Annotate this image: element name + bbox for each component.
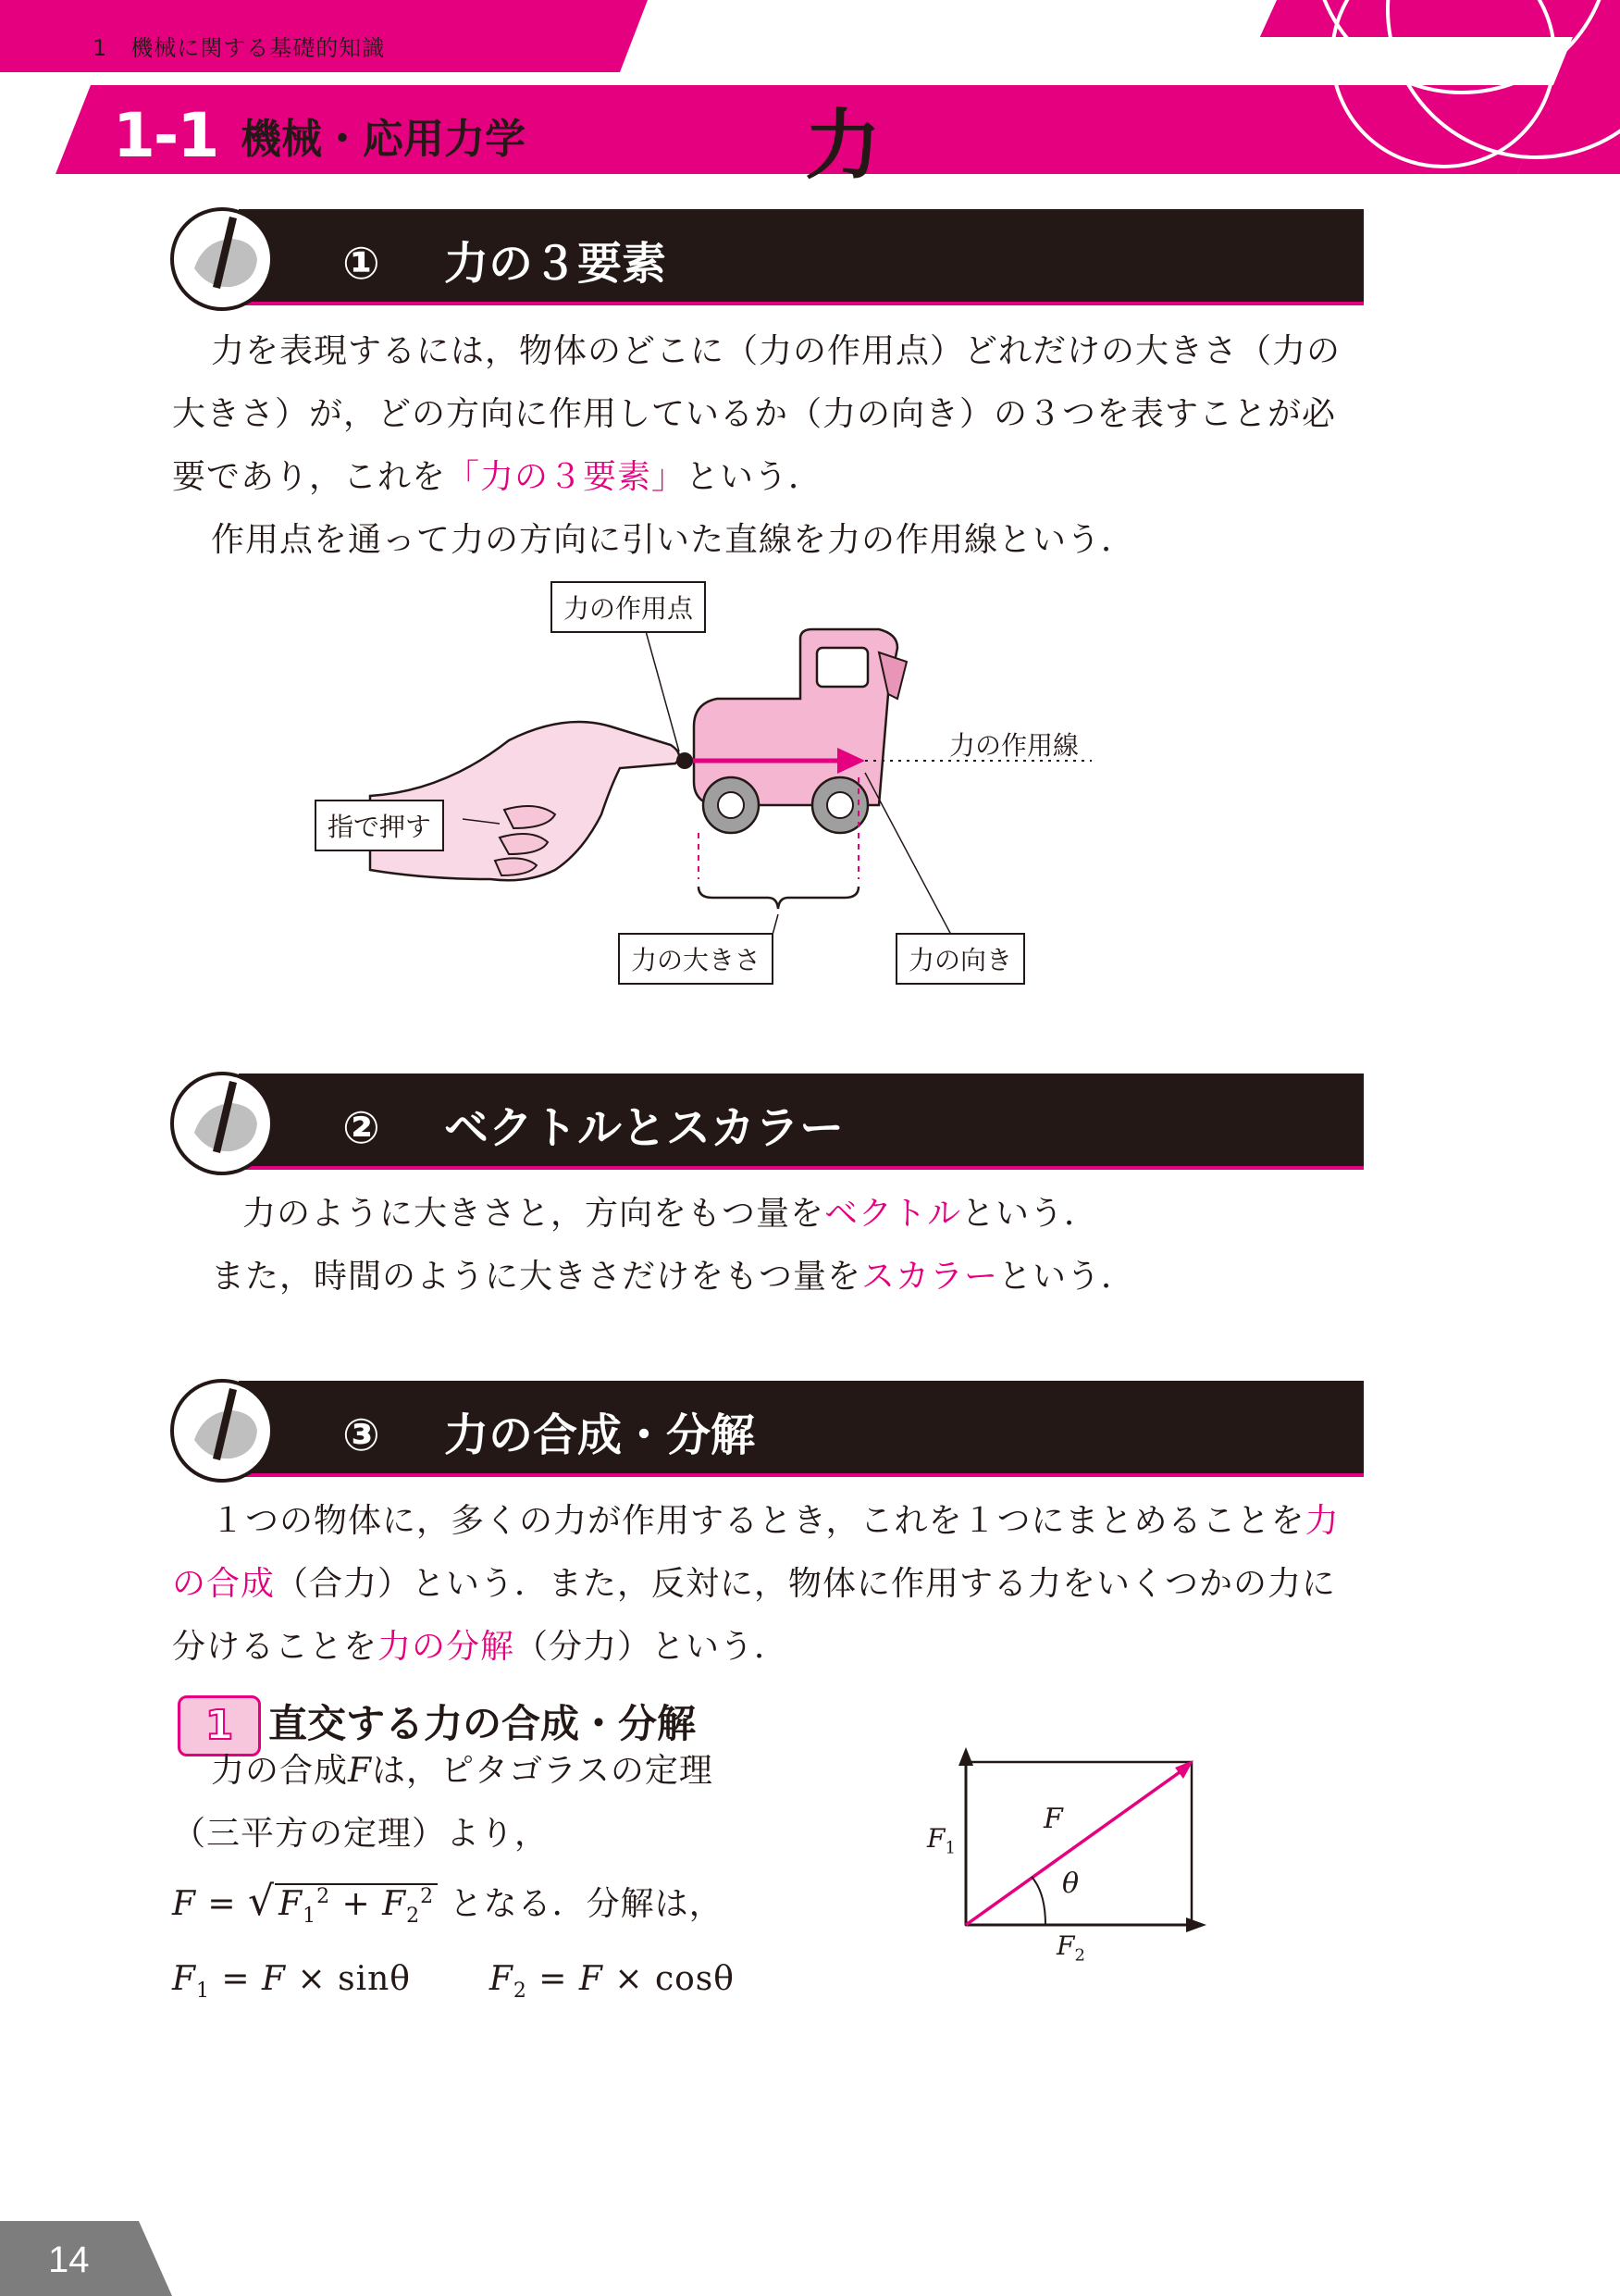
section-num-2: ②	[342, 1102, 380, 1154]
math-times-b: ×	[286, 1960, 339, 1999]
section-underline-3	[209, 1473, 1364, 1477]
s1-line-3-pre: 要であり，これを	[172, 458, 447, 496]
math-F-lhs: F	[172, 1885, 196, 1923]
sub-text-3: （三平方の定理）より，	[172, 1815, 550, 1853]
s1-line-1: 力を表現するには，物体のどこに（力の作用点）どれだけの大きさ（力の	[211, 332, 1342, 370]
section-title-text-1: 力の３要素	[444, 238, 667, 290]
math-F1-term: F	[278, 1885, 303, 1923]
label-F1-letter: F	[927, 1823, 946, 1854]
label-line-of-action: 力の作用線	[949, 730, 1080, 761]
math-eq-b: =	[209, 1960, 263, 1999]
math-sub-1: 1	[303, 1905, 317, 1929]
label-theta: θ	[1062, 1868, 1080, 1900]
math-sub-2: 2	[406, 1905, 421, 1929]
s2-line-2-pre: また，時間のように大きさだけをもつ量を	[211, 1258, 862, 1296]
force-elements-figure	[305, 574, 1138, 990]
math-times-c: ×	[602, 1960, 655, 1999]
math-F-b: F	[262, 1960, 287, 1999]
label-F2-letter: F	[1057, 1930, 1075, 1961]
math-eq-c: =	[526, 1960, 579, 1999]
label-F1-sub: 1	[945, 1838, 956, 1858]
section-num-1: ①	[342, 238, 380, 290]
s1-line-3-post: という．	[686, 458, 823, 496]
label-F: F	[1044, 1803, 1063, 1835]
label-point-of-action: 力の作用点	[550, 581, 706, 633]
math-sub-1b: 1	[195, 1980, 210, 2004]
section-number: 1-1	[113, 100, 218, 171]
s3-line-3-post: （分力）という．	[514, 1628, 789, 1666]
math-sq-2: 2	[420, 1885, 435, 1908]
s3-line-3-pre: 分けることを	[172, 1628, 378, 1666]
subsection-text	[172, 1740, 820, 2023]
section-underline-2	[209, 1166, 1364, 1170]
pen-icon	[167, 1375, 278, 1486]
section-title-3	[342, 1399, 755, 1463]
s3-highlight-composition-a: 力	[1305, 1502, 1340, 1540]
subsection-title: 直交する力の合成・分解	[268, 1701, 697, 1746]
formula-decomposition	[172, 1960, 735, 2004]
section-1-text	[172, 320, 1366, 572]
page-title: 力	[805, 102, 882, 190]
s2-highlight-vector: ベクトル	[824, 1195, 962, 1233]
section-3-text	[172, 1490, 1366, 1679]
math-F1-lhs: F	[172, 1960, 196, 1999]
s3-line-1-pre: １つの物体に，多くの力が作用するとき，これを１つにまとめることを	[211, 1502, 1305, 1540]
formula-pythagoras: F = √ $F_1^2 + F_2^2$ となる．分解は，	[172, 1878, 723, 1929]
subsection-badge: 1	[178, 1695, 261, 1756]
section-title-text-2: ベクトルとスカラー	[444, 1102, 845, 1154]
label-F2-sub: 2	[1074, 1945, 1085, 1966]
page-number-tab	[0, 2221, 185, 2296]
sub-text-1: 力の合成	[211, 1752, 349, 1790]
math-F2-term: F	[382, 1885, 407, 1923]
math-sub-2b: 2	[513, 1980, 527, 2004]
sub-text-4: となる．分解は，	[449, 1885, 723, 1923]
section-title-1	[342, 228, 666, 292]
s3-line-2-post: （合力）という．また，反対に，物体に作用する力をいくつかの力に	[275, 1565, 1337, 1603]
page-number: 14	[48, 2240, 90, 2280]
s2-line-1-post: という．	[961, 1195, 1099, 1233]
label-F2	[1057, 1930, 1085, 1966]
s2-line-2-post: という．	[998, 1258, 1136, 1296]
chapter-label: 1 機械に関する基礎的知識	[93, 35, 386, 61]
pen-icon	[167, 1068, 278, 1179]
s1-line-4: 作用点を通って力の方向に引いた直線を力の作用線という．	[211, 521, 1136, 559]
math-sq-1: 2	[316, 1885, 331, 1908]
pen-icon	[167, 204, 278, 315]
section-name: 機械・応用力学	[241, 116, 526, 163]
label-push-with-finger: 指で押す	[315, 800, 444, 851]
s3-highlight-decomposition: 力の分解	[377, 1628, 515, 1666]
math-sin: sinθ	[338, 1960, 411, 1999]
s1-line-2: 大きさ）が，どの方向に作用しているか（力の向き）の３つを表すことが必	[172, 395, 1337, 433]
s1-highlight-three-elements: 「力の３要素」	[446, 458, 686, 496]
section-2-text	[172, 1183, 1366, 1309]
section-title-2	[342, 1092, 844, 1156]
label-direction: 力の向き	[896, 933, 1025, 985]
section-num-3: ③	[342, 1409, 380, 1461]
s3-highlight-composition-b: の合成	[172, 1565, 276, 1603]
section-title-text-3: 力の合成・分解	[444, 1409, 756, 1461]
math-F2-lhs: F	[488, 1960, 513, 1999]
s2-highlight-scalar: スカラー	[861, 1258, 999, 1296]
section-underline-1	[209, 302, 1364, 305]
label-magnitude: 力の大きさ	[618, 933, 773, 985]
sub-text-2: は，ピタゴラスの定理	[372, 1752, 713, 1790]
math-eq: =	[195, 1885, 249, 1923]
math-cos: cosθ	[654, 1960, 735, 1999]
math-plus: +	[330, 1885, 383, 1923]
math-F: F	[348, 1752, 372, 1790]
label-F1	[927, 1823, 956, 1858]
math-F-c: F	[578, 1960, 603, 1999]
s2-line-1-pre: 力のように大きさと，方向をもつ量を	[242, 1195, 825, 1233]
